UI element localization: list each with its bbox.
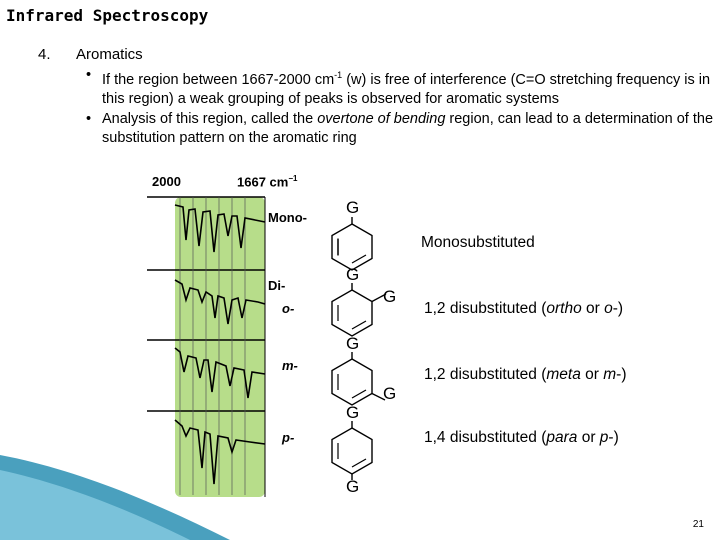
section-number: 4. [38,46,51,63]
row-label-di: Di- [268,278,286,293]
bullet-text-cont: region, can lead to a determination of the substitution pattern on the aromatic ring [102,110,714,147]
label-italic: o [604,300,613,317]
label-ortho [424,300,623,318]
substituent-g-meta-1: G [346,334,360,353]
page-number: 21 [692,519,704,530]
substituent-g-ortho-2: G [383,287,397,306]
row-label-meta: m- [282,358,298,373]
slide-title: Infrared Spectroscopy [6,6,209,25]
substituent-g-para-2: G [346,477,360,496]
row-label-mono: Mono- [268,210,307,225]
decorative-swoosh-light [0,470,190,540]
axis-label-1667-text: 1667 cm [237,174,289,190]
axis-label-superscript: −1 [288,174,298,183]
label-text: -) [612,300,624,317]
bullet-dot: • [86,67,92,83]
label-text: -) [608,429,619,446]
section-heading: Aromatics [76,46,143,63]
label-meta [424,366,626,384]
bullet-superscript: -1 [334,70,343,80]
bullet-text: If the region between 1667-2000 cm [102,71,335,88]
label-italic: meta [546,366,581,383]
label-text: 1,2 disubstituted ( [424,366,547,383]
row-label-para: p- [282,430,295,445]
label-para [424,429,619,447]
bullet-dot: • [86,110,92,127]
label-monosubstituted: Monosubstituted [421,234,535,251]
bullet-text: Analysis of this region, called the [102,110,318,127]
label-text: or [580,366,604,383]
bullet-text-cont: (w) is free of interference (C=O stretching frequency is in this region) a weak grouping of peaks is observed for aromatic systems [102,71,711,108]
axis-label-2000: 2000 [152,174,181,189]
bullet-italic-term: overtone of bending [317,110,446,127]
label-italic: m [603,366,617,383]
spectrum-highlight-band [175,197,265,497]
substituent-g-mono: G [346,198,360,217]
label-text: 1,4 disubstituted ( [424,429,547,446]
substituent-g-para-1: G [346,403,360,422]
label-text: 1,2 disubstituted ( [424,300,547,317]
row-label-ortho: o- [282,301,295,316]
substituent-g-meta-2: G [383,384,397,403]
axis-label-1667 [237,174,297,189]
label-text: or [577,429,600,446]
label-text: -) [616,366,627,383]
label-text: or [581,300,605,317]
label-italic: para [546,429,578,446]
label-italic: ortho [546,300,582,317]
substituent-g-ortho-1: G [346,265,360,284]
label-italic: p [599,429,609,446]
